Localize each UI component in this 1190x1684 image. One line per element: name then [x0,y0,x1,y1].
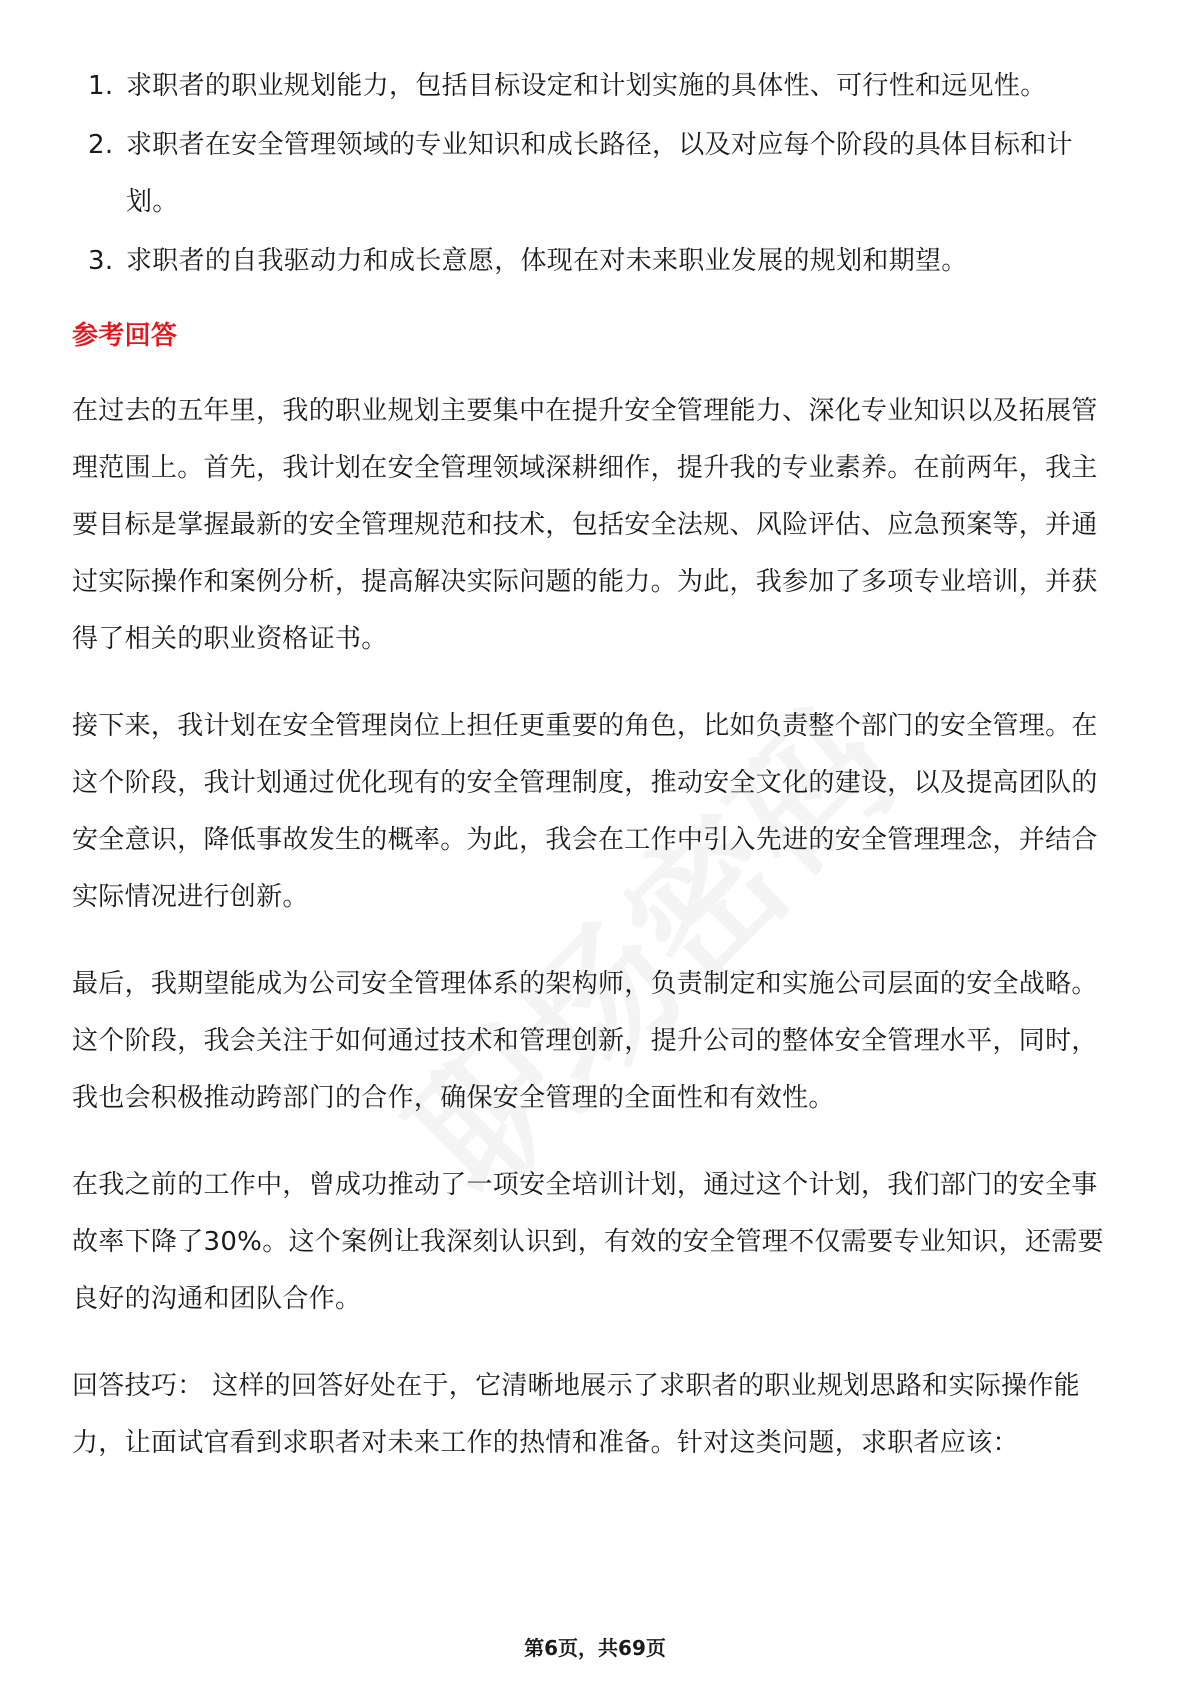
list-item-number: 3. [88,246,114,276]
evaluation-criteria-list [72,58,1122,290]
list-item-text: 求职者的自我驱动力和成长意愿，体现在对未来职业发展的规划和期望。 [126,246,968,276]
answer-paragraph: 在过去的五年里，我的职业规划主要集中在提升安全管理能力、深化专业知识以及拓展管理范围上。首先，我计划在安全管理领域深耕细作，提升我的专业素养。在前两年，我主要目标是掌握最新的安全管理规范和技术，包括安全法规、风险评估、应急预案等，并通过实际操作和案例分析，提高解决实际问题的能力。为此，我参加了多项专业培训，并获得了相关的职业资格证书。 [72,396,1098,654]
answer-tips-paragraph: 回答技巧： 这样的回答好处在于，它清晰地展示了求职者的职业规划思路和实际操作能力，让面试官看到求职者对未来工作的热情和准备。针对这类问题，求职者应该： [72,1371,1080,1458]
answer-paragraph: 接下来，我计划在安全管理岗位上担任更重要的角色，比如负责整个部门的安全管理。在这个阶段，我计划通过优化现有的安全管理制度，推动安全文化的建设，以及提高团队的安全意识，降低事故发生的概率。为此，我会在工作中引入先进的安全管理理念，并结合实际情况进行创新。 [72,711,1098,912]
list-item [72,117,1122,231]
list-item-number: 2. [88,130,114,160]
page-number: 第6页，共69页 [524,1636,666,1660]
list-item-text: 求职者在安全管理领域的专业知识和成长路径，以及对应每个阶段的具体目标和计划。 [126,130,1073,217]
reference-answer-heading: 参考回答 [72,321,178,351]
list-item [72,58,1122,115]
page-content [72,58,1122,1502]
list-item-text: 求职者的职业规划能力，包括目标设定和计划实施的具体性、可行性和远见性。 [126,71,1047,101]
list-item [72,233,1122,290]
answer-paragraph: 在我之前的工作中，曾成功推动了一项安全培训计划，通过这个计划，我们部门的安全事故率下降了30%。这个案例让我深刻认识到，有效的安全管理不仅需要专业知识，还需要良好的沟通和团队合作。 [72,1170,1104,1314]
list-item-number: 1. [88,71,114,101]
answer-paragraph: 最后，我期望能成为公司安全管理体系的架构师，负责制定和实施公司层面的安全战略。这个阶段，我会关注于如何通过技术和管理创新，提升公司的整体安全管理水平，同时，我也会积极推动跨部门的合作，确保安全管理的全面性和有效性。 [72,969,1098,1113]
